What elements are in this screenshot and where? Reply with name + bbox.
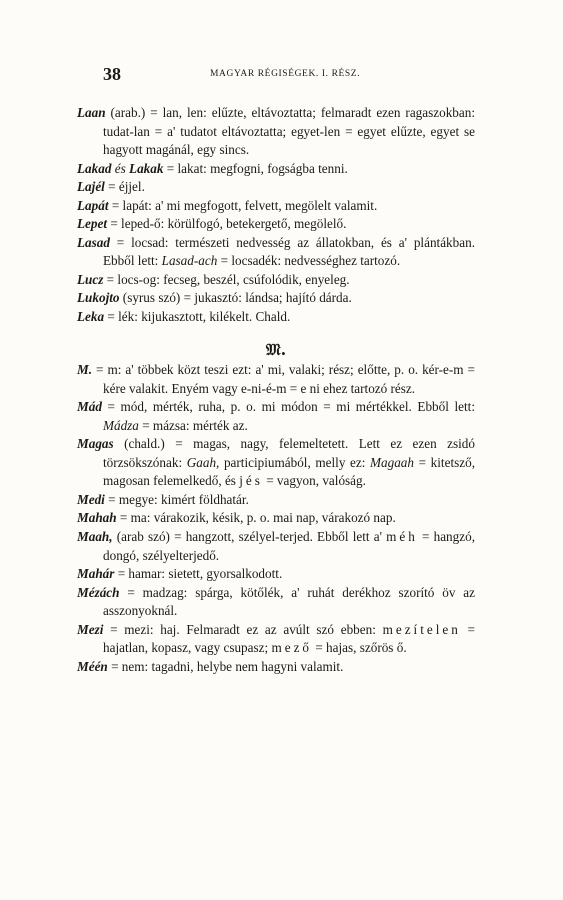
entry-text: = locsadék: nedvességhez tartozó. xyxy=(217,253,401,269)
dictionary-entry xyxy=(77,178,475,197)
dictionary-entry xyxy=(77,398,475,435)
entry-text: = ma: várakozik, késik, p. o. mai nap, várakozó nap. xyxy=(116,510,396,526)
dictionary-body xyxy=(77,104,475,676)
entry-text: = lakat: megfogni, fogságba tenni. xyxy=(163,160,348,176)
dictionary-entry xyxy=(77,435,475,491)
entry-text: = nem: tagadni, helybe nem hagyni valamit. xyxy=(107,658,344,674)
entry-text: = hajatlan, kopasz, vagy csupasz; xyxy=(103,621,475,656)
entry-text: = mázsa: mérték az. xyxy=(138,417,248,433)
entry-text: = lék: kijukasztott, kilékelt. Chald. xyxy=(104,309,291,325)
entry-headword: Maah, xyxy=(77,529,113,545)
entry-spaced-term: jés xyxy=(239,473,263,489)
entry-headword: Mahah xyxy=(77,510,117,526)
entry-text: = hangzó, dongó, szélyelterjedő. xyxy=(103,529,475,563)
entry-headword: M. xyxy=(77,362,93,378)
entry-text: , participiumából, melly ez: xyxy=(216,454,371,470)
entry-spaced-term: mezítelen xyxy=(382,621,461,637)
entry-text: = vagyon, valóság. xyxy=(262,473,366,489)
entry-text: = m: a' többek közt teszi ezt: a' mi, valaki; rész; előtte, p. o. kér-e-m = kére valakit. Enyém vagy e-ni-é-m = e ni ehez tartozó rész. xyxy=(92,362,475,396)
dictionary-entry xyxy=(77,271,475,290)
entry-headword: Lakad xyxy=(77,160,112,176)
entry-text: = megye: kimért földhatár. xyxy=(104,491,249,507)
entries-m-section xyxy=(77,361,475,676)
dictionary-entry xyxy=(77,289,475,308)
entry-text: = lapát: a' mi megfogott, felvett, megölelt valamit. xyxy=(108,197,378,213)
entry-headword: Lukojto xyxy=(77,290,120,306)
entry-italic-term: Mádza xyxy=(103,417,139,433)
entry-text: (syrus szó) = jukasztó: lándsa; hajító dárda. xyxy=(119,290,352,306)
entry-spaced-term: mező xyxy=(271,640,313,656)
entry-headword: Mézách xyxy=(77,584,120,600)
entry-text: = éjjel. xyxy=(104,179,145,195)
dictionary-entry xyxy=(77,215,475,234)
dictionary-entry xyxy=(77,197,475,216)
entry-text: = mezi: haj. Felmaradt ez az avúlt szó ebben: xyxy=(103,621,383,637)
entry-text: = leped-ő: körülfogó, betekergető, megölelő. xyxy=(107,216,347,232)
entry-italic-term: Gaah xyxy=(186,454,217,470)
entry-headword: Lucz xyxy=(77,271,104,287)
dictionary-entry xyxy=(77,491,475,510)
entry-text: = mód, mérték, ruha, p. o. mi módon = mi mértékkel. Ebből lett: xyxy=(101,399,475,415)
entry-headword: Lapát xyxy=(77,197,109,213)
entries-l-section xyxy=(77,104,475,327)
entry-headword: Leka xyxy=(77,309,105,325)
dictionary-entry xyxy=(77,160,475,179)
dictionary-entry xyxy=(77,528,475,565)
dictionary-entry xyxy=(77,361,475,398)
page-header xyxy=(0,64,563,86)
entry-text: = kitetsző, magosan felemelkedő, és xyxy=(103,454,475,489)
dictionary-entry xyxy=(77,621,475,658)
dictionary-entry xyxy=(77,584,475,621)
entry-headword: Mahár xyxy=(77,566,115,582)
entry-headword: Laan xyxy=(77,105,106,120)
entry-headword-separator: és xyxy=(111,160,130,176)
entry-italic-term: Magaah xyxy=(370,454,414,470)
entry-headword: Méén xyxy=(77,658,108,674)
entry-text: (arab szó) = hangzott, szélyel-terjed. Ebből lett a' xyxy=(112,529,387,545)
entry-headword: Lepet xyxy=(77,216,108,232)
entry-headword: Mád xyxy=(77,399,102,415)
dictionary-entry xyxy=(77,234,475,271)
entry-text: (arab.) = lan, len: elűzte, eltávoztatta; felmaradt ezen ragaszokban: tudat-lan = a' tudatot eltávoztatta; egyet-len = egyet elűzte, egyet se hagyott magánál, egy sincs. xyxy=(103,105,475,158)
dictionary-entry xyxy=(77,658,475,677)
entry-text: (chald.) = magas, nagy, felemeltetett. Lett ez ezen zsidó törzsökszónak: xyxy=(103,436,475,470)
entry-text: = madzag: spárga, kötőlék, a' ruhát derékhoz szorító öv az asszonyoknál. xyxy=(103,584,475,619)
dictionary-entry xyxy=(77,104,475,160)
entry-text: = locs-og: fecseg, beszél, csúfolódik, enyeleg. xyxy=(103,271,350,287)
entry-headword: Mezi xyxy=(77,621,104,637)
entry-text: = hamar: sietett, gyorsalkodott. xyxy=(114,566,283,582)
page-number: 38 xyxy=(103,64,121,84)
dictionary-entry xyxy=(77,308,475,327)
entry-text: = locsad: természeti nedvesség az állatokban, és a' plántákban. Ebből lett: xyxy=(103,234,475,269)
entry-headword: Lasad xyxy=(77,234,110,250)
entry-headword: Medi xyxy=(77,491,105,507)
entry-italic-term: Lasad-ach xyxy=(161,253,218,269)
entry-headword: Lajél xyxy=(77,179,105,195)
running-title: MAGYAR RÉGISÉGEK. I. RÉSZ. xyxy=(210,69,361,79)
section-letter: 𝔐. xyxy=(265,339,287,359)
entry-text: = hajas, szőrös ő. xyxy=(312,640,407,656)
dictionary-entry xyxy=(77,509,475,528)
entry-headword: Magas xyxy=(77,436,114,452)
entry-headword-variant: Lakak xyxy=(129,160,164,176)
entry-spaced-term: méh xyxy=(386,529,418,545)
dictionary-entry xyxy=(77,565,475,584)
